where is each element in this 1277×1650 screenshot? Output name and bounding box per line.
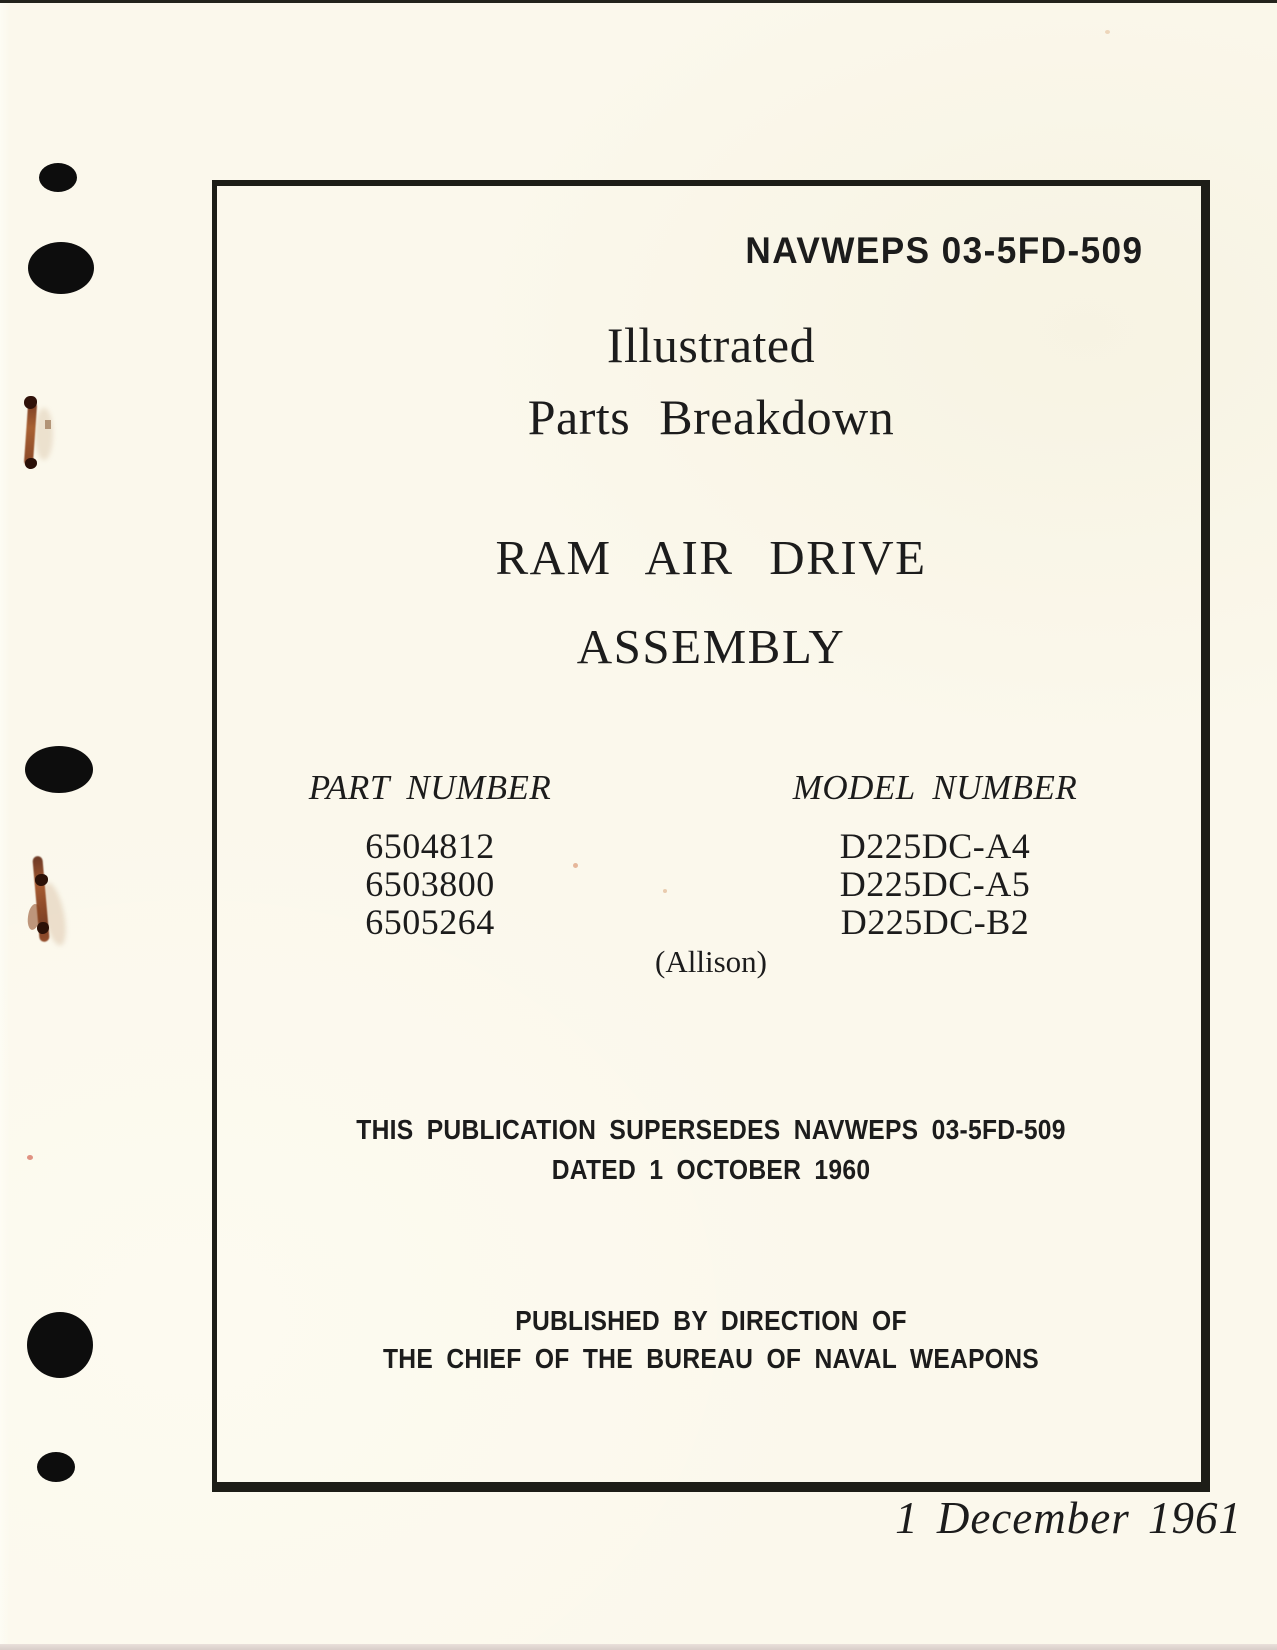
paper-speck (27, 1155, 33, 1160)
part-number-value: 6504812 (365, 826, 495, 866)
supersede-notice (272, 1110, 1150, 1190)
model-number-value: D225DC-B2 (840, 902, 1030, 942)
hole-punch-mark (37, 1452, 75, 1482)
hole-punch-mark (28, 242, 94, 294)
part-number-header: PART NUMBER (308, 768, 552, 807)
rust-stain-mark (24, 852, 72, 964)
hole-punch-mark (25, 746, 93, 793)
hole-punch-mark (39, 163, 77, 192)
subject-line-1: RAM AIR DRIVE (495, 530, 927, 585)
scan-edge-top (0, 0, 1277, 3)
published-line-1: PUBLISHED BY DIRECTION OF (515, 1305, 907, 1336)
title-line-1: Illustrated (606, 317, 816, 373)
rust-stain-mark (18, 396, 62, 482)
model-number-column (775, 770, 1095, 941)
supersede-line-1: THIS PUBLICATION SUPERSEDES NAVWEPS 03-5FD-509 (356, 1114, 1066, 1145)
part-number-column (270, 770, 590, 941)
scan-edge-bottom (0, 1644, 1277, 1650)
published-line-2: THE CHIEF OF THE BUREAU OF NAVAL WEAPONS (382, 1343, 1040, 1374)
publisher-notice (272, 1302, 1150, 1378)
doc-number: NAVWEPS 03-5FD-509 (745, 230, 1144, 271)
hole-punch-mark (27, 1312, 93, 1378)
model-number-value: D225DC-A5 (839, 864, 1031, 904)
paper-speck (1105, 30, 1110, 34)
model-number-value: D225DC-A4 (839, 826, 1031, 866)
manufacturer-note: (Allison) (655, 944, 767, 979)
subject-line-2: ASSEMBLY (576, 619, 846, 674)
supersede-line-2: DATED 1 OCTOBER 1960 (551, 1154, 871, 1185)
part-number-value: 6503800 (365, 864, 495, 904)
part-number-value: 6505264 (365, 902, 495, 942)
model-number-header: MODEL NUMBER (792, 768, 1078, 807)
title-line-2: Parts Breakdown (527, 389, 895, 445)
issue-date: 1 December 1961 (895, 1493, 1242, 1543)
